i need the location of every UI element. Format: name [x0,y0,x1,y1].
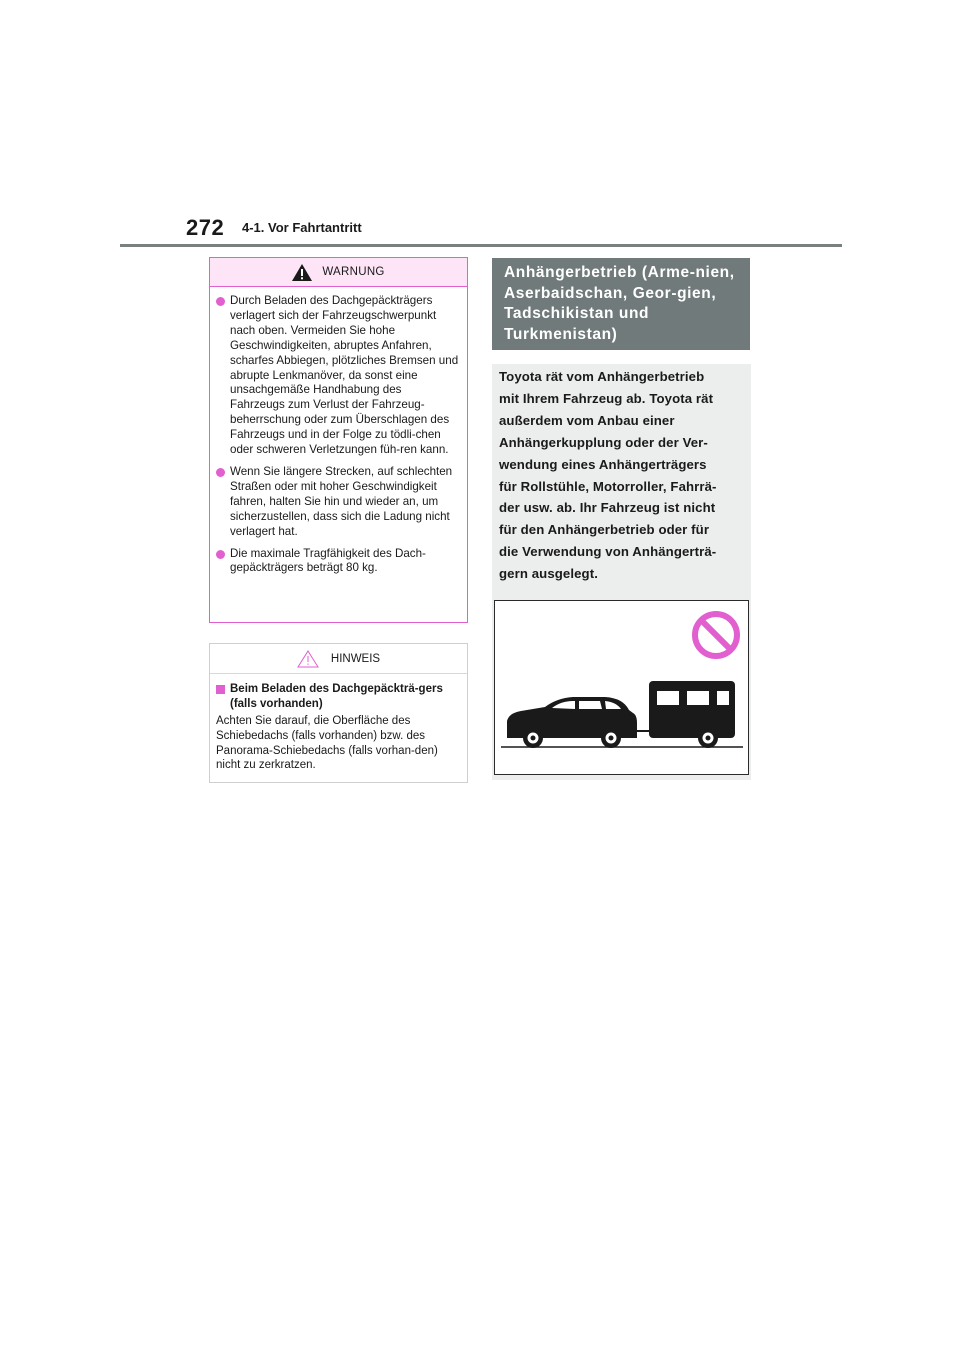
warning-item-text: Durch Beladen des Dachgepäckträgers verlagert sich der Fahrzeugschwerpunkt nach oben. Vermeiden Sie hohe Geschwindigkeiten, abruptes Anfahren, scharfes Abbiegen, plötzliches Bremsen und abrupte Lenkmanöver, da sonst eine unsachgemäße Handhabung des Fahrzeugs zum Verlust der Fahrzeug-beherrschung oder zum Überschlagen des Fahrzeugs und in der Folge zu tödli-chen oder schweren Verletzungen füh-ren kann. [230,294,459,457]
hinweis-subheading [216,682,459,711]
bullet-dot-icon [216,550,225,559]
info-line: für den Anhängerbetrieb oder für [499,522,710,538]
prohibited-sign-icon [695,614,737,656]
hinweis-box [209,643,468,783]
warning-item-text: Die maximale Tragfähigkeit des Dach-gepäckträgers beträgt 80 kg. [230,546,426,575]
warning-item [216,465,459,540]
info-line: Anhängerkupplung oder der Ver- [499,434,708,450]
hinweis-subheading-text: Beim Beladen des Dachgepäckträ-gers (falls vorhanden) [230,683,443,710]
warning-box [209,257,468,623]
info-line: die Verwendung von Anhängerträ- [499,544,717,560]
section-title: 4-1. Vor Fahrtantritt [242,220,362,235]
hinweis-header [210,644,467,674]
page-number: 272 [186,215,225,240]
warning-title: WARNUNG [322,266,385,278]
info-line: wendung eines Anhängerträgers [499,456,707,472]
warning-header [210,258,467,287]
info-line: gern ausgelegt. [499,566,598,582]
bullet-square-icon [216,685,225,694]
info-line: Toyota rät vom Anhängerbetrieb [499,369,705,384]
caution-outline-triangle-icon [297,650,319,668]
warning-item-text: Wenn Sie längere Strecken, auf schlechten Straßen oder mit hoher Geschwindigkeit fahren, halten Sie hin und wieder an, um sicherzustellen, dass sich die Ladung nicht verlagert hat. [230,464,453,538]
hinweis-text: Achten Sie darauf, die Oberfläche des Schiebedachs (falls vorhanden) bzw. des Panorama-Schiebedachs (falls vorhan-den) nicht zu zerkratzen. [216,715,438,772]
info-line: mit Ihrem Fahrzeug ab. Toyota rät [499,390,714,406]
towing-illustration [494,600,749,775]
header-rule [120,244,842,247]
section-heading: Anhängerbetrieb (Arme-nien, Aserbaidschan, Geor-gien, Tadschikistan und Turkmenistan) [492,258,750,350]
info-text [499,366,749,585]
info-line: der usw. ab. Ihr Fahrzeug ist nicht [499,500,716,516]
car-icon [507,697,649,748]
hinweis-title: HINWEIS [330,652,381,665]
info-line: außerdem vom Anbau einer [499,412,675,428]
info-line: für Rollstühle, Motorroller, Fahrrä- [499,478,717,494]
warning-triangle-icon [292,264,312,281]
trailer-icon [649,681,735,748]
warning-item [216,294,459,458]
bullet-dot-icon [216,297,225,306]
warning-item [216,547,459,577]
bullet-dot-icon [216,468,225,477]
warning-body [210,287,467,576]
